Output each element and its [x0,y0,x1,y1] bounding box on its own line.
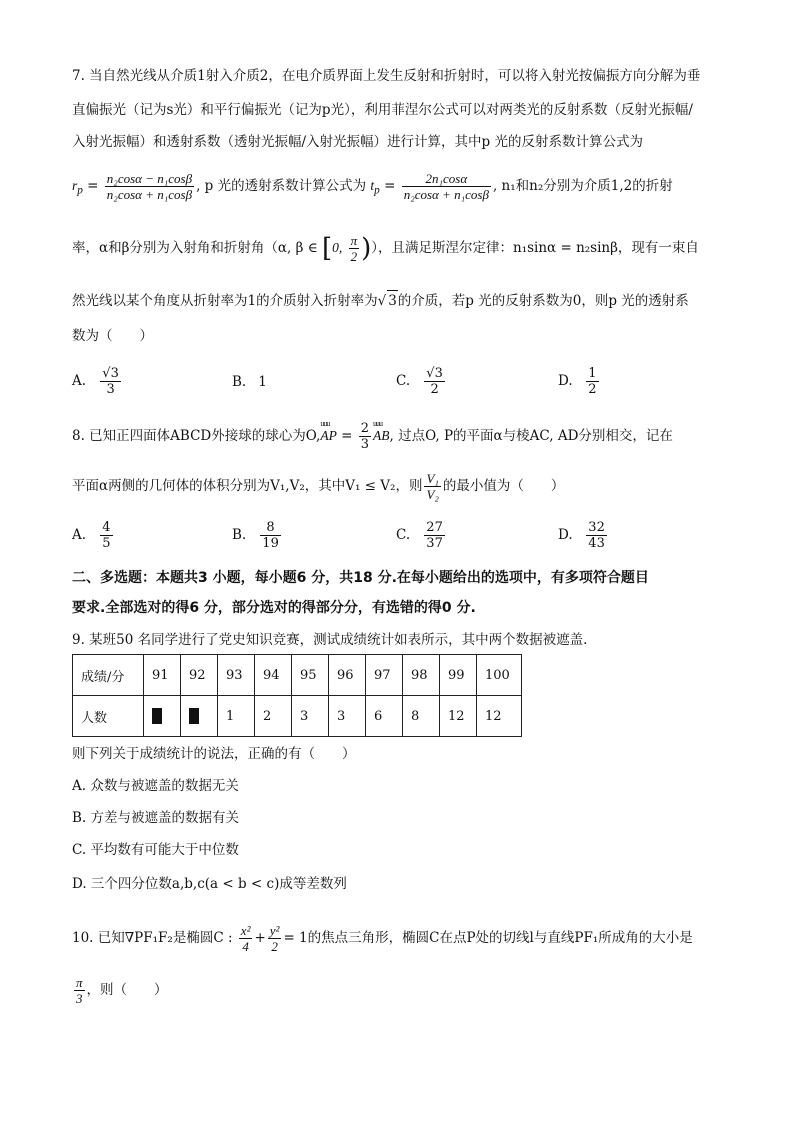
option-label: A. [72,527,87,543]
score-cell: 94 [255,655,292,696]
option-den: 19 [262,536,279,551]
option-den: 3 [106,382,115,397]
count-cell: 3 [292,696,329,737]
option-fraction [586,520,607,551]
option-num: 32 [588,520,605,535]
q10-line-1b: = 1的焦点三角形，椭圆C在点P处的切线l与直线PF₁所成角的大小是 [283,930,693,946]
count-cell: 12 [477,696,522,737]
option-label: B. [232,527,247,543]
rp-symbol: r [72,178,78,193]
score-row [73,655,522,696]
q7-line-3: 入射光振幅）和透射系数（透射光振幅/入射光振幅）进行计算，其中p 光的反射系数计算公式为 [72,134,643,150]
option-label: C. [396,527,411,543]
q7-line-5b: ），且满足斯涅尔定律：n₁sinα = n₂sinβ，现有一束自 [371,240,699,256]
tp-subscript: p [374,184,380,197]
score-cell: 91 [144,655,181,696]
score-cell: 93 [218,655,255,696]
count-cell: 12 [440,696,477,737]
equals-sign: = [336,428,357,444]
y-num: y² [269,923,280,938]
q7-option-c[interactable] [396,366,447,397]
score-cell: 92 [181,655,218,696]
q7-option-b[interactable] [232,374,267,390]
section-2-heading-line-2: 要求.全部选对的得6 分，部分选对的得部分分，有选错的得0 分. [72,600,476,616]
plus-sign: + [254,930,266,946]
pi-denominator: 2 [350,249,358,264]
option-den: 5 [102,536,111,551]
pi-den: 3 [76,991,83,1006]
q8-line-2a: 平面α两侧的几何体的体积分别为V₁,V₂，其中V₁ ≤ V₂，则 [72,478,423,494]
q8-line-1a: 8. 已知正四面体ABCD外接球的球心为O, [72,428,321,444]
v-num: V₁ [426,471,439,486]
q7-line-6: 然光线以某个角度从折射率为1的介质射入折射率为√ 3的介质，若p 光的反射系数为0，则p 光的透射系 [72,290,727,311]
option-fraction [100,366,121,397]
option-fraction [424,520,445,551]
x-den: 4 [242,939,249,954]
y-den: 2 [271,939,278,954]
q7-formula-line: $r_p$ = $\frac{\text{n₂cosα − n₁cosβ}}{\text{n₂cosα + n₁cosβ}}$ , p 光的透射系数计算公式为 $t_p$ = $\frac{\text{2n₁cosα}}{\text{n₂cosα + n₁cosβ}}$ , n₁和n₂分别为介质1,2的折射 [72,171,673,202]
option-fraction [260,520,281,551]
count-cell: 2 [255,696,292,737]
score-table [72,654,522,737]
option-label: D. [558,373,573,389]
option-label: C. [396,373,411,389]
count-cell: 1 [218,696,255,737]
count-cell: 8 [403,696,440,737]
pi-over-3 [74,975,85,1006]
option-label: D. [558,527,573,543]
q7-line-5a: 率，α和β分别为入射角和折射角（α, β ∈ [72,240,318,256]
sqrt-3: 3 [387,290,398,311]
q9-line-1: 9. 某班50 名同学进行了党史知识竞赛，测试成绩统计如表所示，其中两个数据被遮盖. [72,632,588,648]
q9-option-d[interactable]: D. 三个四分位数a,b,c(a < b < c)成等差数列 [72,876,347,892]
q7-option-a[interactable] [72,366,123,397]
two-thirds [359,421,371,452]
tp-denominator: n₂cosα + n₁cosβ [403,187,489,202]
interval-low: 0, [332,240,343,255]
q9-option-b[interactable]: B. 方差与被遮盖的数据有关 [72,810,240,826]
score-cell: 100 [477,655,522,696]
q10-line-2 [72,972,727,1008]
q8-option-c[interactable] [396,520,447,551]
y-squared-over-2 [268,923,282,954]
count-cell-masked [181,696,218,737]
q7-line-1: 7. 当自然光线从介质1射入介质2，在电介质界面上发生反射和折射时，可以将入射光按偏振方向分解为垂 [72,68,701,84]
q10-line-1a: 10. 已知∇PF₁F₂是椭圆C : [72,930,233,946]
q10-line-1 [72,920,727,956]
score-cell: 96 [329,655,366,696]
option-label: A. [72,373,87,389]
section-2-heading-line-1: 二、多选题：本题共3 小题，每小题6 分，共18 分.在每小题给出的选项中，有多项符合题目 [72,570,649,586]
option-num: 4 [102,520,111,535]
q8-option-a[interactable] [72,520,115,551]
option-num: 1 [588,366,597,381]
tp-numerator: 2n₁cosα [402,171,491,187]
masked-block [189,708,199,724]
option-text: 1 [258,374,267,390]
count-row [73,696,522,737]
option-den: 37 [426,536,443,551]
frac-num: 2 [360,421,370,436]
option-fraction [424,366,445,397]
q8-line-2b: 的最小值为（ ） [442,478,565,494]
q7-formula-mid: , p 光的透射系数计算公式为 [196,178,367,194]
count-cell: 6 [366,696,403,737]
option-fraction [100,520,112,551]
left-bracket: [ [322,233,333,264]
option-den: 2 [430,382,439,397]
pi-numerator: π [350,233,358,248]
v-ratio [424,471,440,502]
q8-line-1 [72,418,727,454]
option-num: √3 [102,366,119,381]
count-header: 人数 [73,696,144,737]
rp-subscript: p [77,184,83,197]
q9-prompt: 则下列关于成绩统计的说法，正确的有（ ） [72,746,356,762]
x-num: x² [240,923,251,938]
count-cell: 3 [329,696,366,737]
option-den: 2 [588,382,597,397]
count-cell-masked [144,696,181,737]
pi-over-2 [349,233,360,264]
q9-option-a[interactable]: A. 众数与被遮盖的数据无关 [72,778,239,794]
q7-option-d[interactable] [558,366,601,397]
score-header: 成绩/分 [73,655,144,696]
score-cell: 99 [440,655,477,696]
option-fraction [586,366,598,397]
option-label: B. [232,374,247,390]
q8-line-2 [72,468,727,504]
q8-option-b[interactable] [232,520,283,551]
q7-line-7: 数为（ ） [72,328,153,344]
q7-line-5 [72,230,727,267]
q8-option-d[interactable] [558,520,609,551]
masked-block [152,708,162,724]
pi-num: π [76,975,83,990]
score-cell: 95 [292,655,329,696]
rp-denominator: n₂cosα + n₁cosβ [106,187,193,202]
q8-line-1b: , 过点O, P的平面α与棱AC, AD分别相交，记在 [389,428,673,444]
tp-fraction [402,171,491,202]
vector-ab: uuu AB [373,418,390,454]
option-num: √3 [426,366,443,381]
q7-line-6a: 然光线以某个角度从折射率为1的介质射入折射率为 [72,293,378,309]
q7-line-6b: 的介质，若p 光的反射系数为0，则p 光的透射系 [397,293,689,309]
q9-option-c[interactable]: C. 平均数有可能大于中位数 [72,842,239,858]
frac-den: 3 [360,437,370,452]
q7-formula-tail: , n₁和n₂分别为介质1,2的折射 [492,178,673,194]
right-paren: ) [361,233,372,264]
option-num: 27 [426,520,443,535]
tp-symbol: t [370,178,375,193]
score-cell: 97 [366,655,403,696]
option-den: 43 [588,536,605,551]
score-cell: 98 [403,655,440,696]
q7-line-2: 直偏振光（记为s光）和平行偏振光（记为p光），利用菲涅尔公式可以对两类光的反射系数（反射光振幅/ [72,102,693,118]
rp-numerator: n₂cosα − n₁cosβ [106,171,193,186]
rp-fraction [105,171,194,202]
q10-line-2-text: ，则（ ） [86,982,168,998]
x-squared-over-4 [239,923,253,954]
v-den: V₂ [426,487,439,502]
option-num: 8 [260,520,281,536]
vector-ap: uuu AP [320,418,337,454]
